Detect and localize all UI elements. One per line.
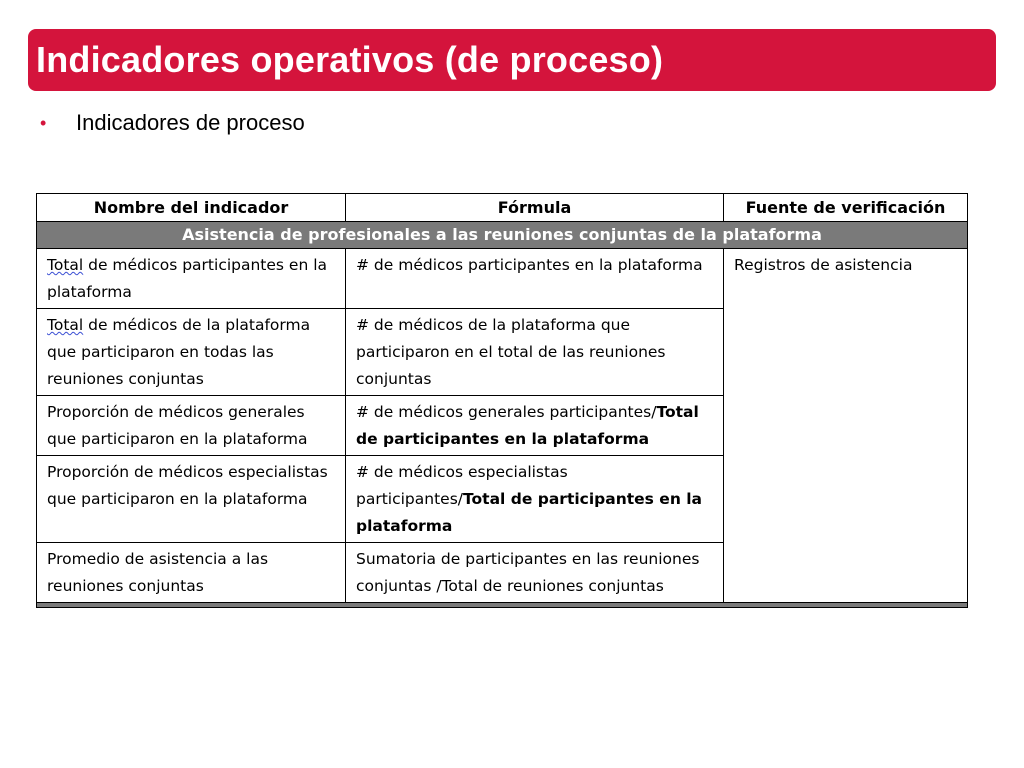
bullet-text: Indicadores de proceso: [76, 110, 305, 135]
table-row: [37, 249, 968, 309]
verification-source: Registros de asistencia: [724, 249, 968, 603]
indicator-name-rest: de médicos participantes en la plataforma: [47, 256, 328, 301]
table-footer-row: [37, 603, 968, 608]
slide-title-bar: [28, 29, 996, 91]
indicator-formula: [346, 543, 724, 603]
header-fuente: Fuente de verificación: [724, 194, 968, 222]
bullet-item: [40, 110, 305, 136]
slide-title: Indicadores operativos (de proceso): [36, 39, 664, 80]
indicator-name: Proporción de médicos generales que participaron en la plataforma: [37, 396, 346, 456]
indicator-name: Promedio de asistencia a las reuniones conjuntas: [37, 543, 346, 603]
section-title: Asistencia de profesionales a las reuniones conjuntas de la plataforma: [37, 222, 968, 249]
indicator-formula: [346, 396, 724, 456]
indicator-name: Proporción de médicos especialistas que participaron en la plataforma: [37, 456, 346, 543]
formula-text: Sumatoria de participantes en las reuniones conjuntas /Total de reuniones conjuntas: [356, 550, 700, 595]
formula-bold-text: Total de participantes en la plataforma: [356, 403, 699, 448]
header-nombre: Nombre del indicador: [37, 194, 346, 222]
indicator-formula: [346, 309, 724, 396]
header-formula: Fórmula: [346, 194, 724, 222]
bullet-dot-icon: •: [40, 112, 47, 133]
indicator-name-rest: de médicos de la plataforma que participaron en todas las reuniones conjuntas: [47, 316, 311, 388]
formula-text: # de médicos generales participantes/: [356, 403, 657, 421]
spellcheck-word: Total: [47, 256, 84, 274]
formula-text: # de médicos especialistas participantes/: [356, 463, 568, 508]
indicator-name: [37, 309, 346, 396]
indicator-name: [37, 249, 346, 309]
formula-text: # de médicos de la plataforma que participaron en el total de las reuniones conjuntas: [356, 316, 666, 388]
spellcheck-word: Total: [47, 316, 84, 334]
indicator-formula: [346, 456, 724, 543]
table-footer: [37, 603, 968, 608]
section-row: [37, 222, 968, 249]
indicator-formula: [346, 249, 724, 309]
formula-text: # de médicos participantes en la plataforma: [356, 256, 703, 274]
table-header-row: [37, 194, 968, 222]
indicators-table: [36, 193, 968, 608]
formula-bold-text: Total de participantes en la plataforma: [356, 490, 703, 535]
